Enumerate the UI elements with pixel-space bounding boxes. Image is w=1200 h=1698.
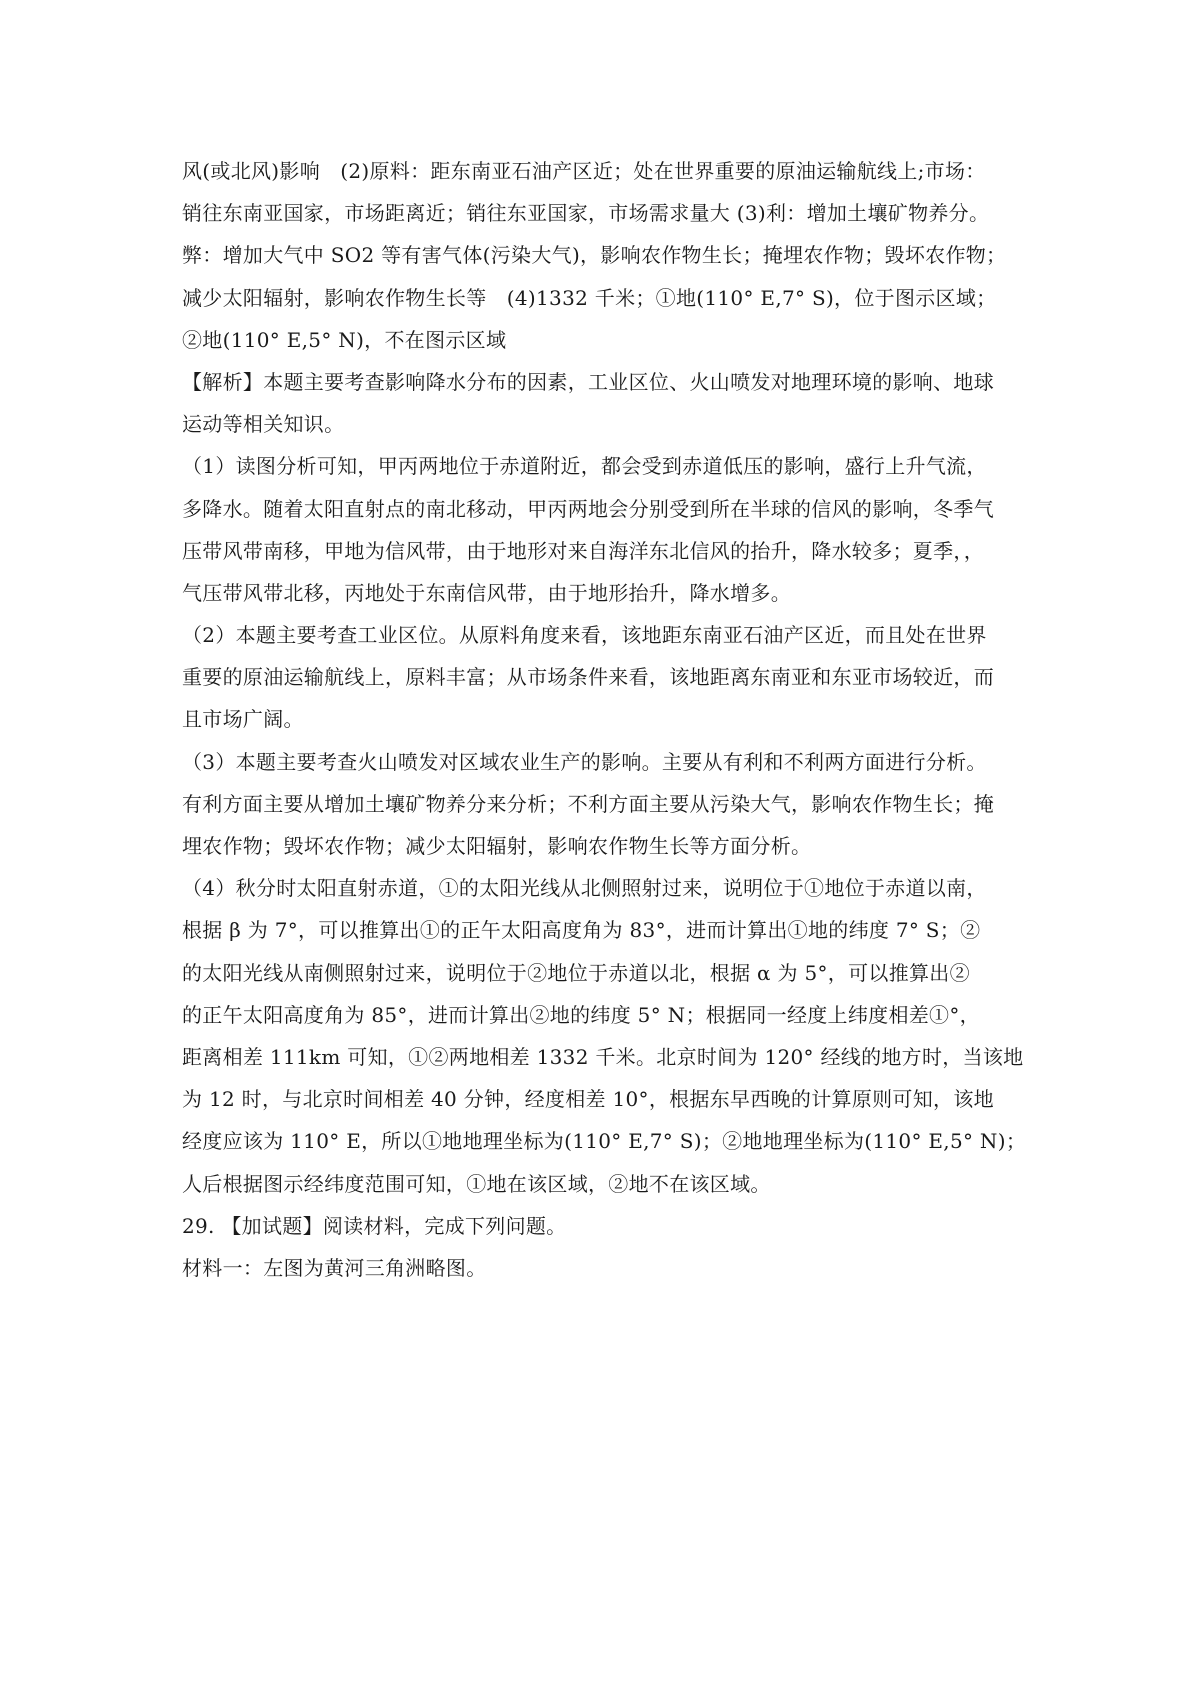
- text-line: 根据 β 为 7°，可以推算出①的正午太阳高度角为 83°，进而计算出①地的纬度 7° S；②: [182, 918, 981, 943]
- text-line: 距离相差 111km 可知，①②两地相差 1332 千米。北京时间为 120° 经线的地方时，当该地: [182, 1044, 1024, 1069]
- material-line: 材料一：左图为黄河三角洲略图。: [182, 1255, 487, 1280]
- text-line: 运动等相关知识。: [182, 412, 345, 437]
- text-line: 压带风带南移，甲地为信风带，由于地形对来自海洋东北信风的抬升，降水较多；夏季，，: [182, 538, 984, 563]
- text-line: 的太阳光线从南侧照射过来，说明位于②地位于赤道以北，根据 α 为 5°，可以推算出②: [182, 960, 970, 985]
- text-line: （1）读图分析可知，甲丙两地位于赤道附近，都会受到赤道低压的影响，盛行上升气流，: [182, 454, 987, 479]
- analysis-heading-line: 【解析】本题主要考查影响降水分布的因素，工业区位、火山喷发对地理环境的影响、地球: [182, 369, 994, 394]
- text-line: 减少太阳辐射，影响农作物生长等 (4)1332 千米；①地(110° E,7° S)，位于图示区域；: [182, 285, 997, 310]
- text-line: 埋农作物；毁坏农作物；减少太阳辐射，影响农作物生长等方面分析。: [182, 834, 812, 858]
- text-line: 人后根据图示经纬度范围可知，①地在该区域，②地不在该区域。: [182, 1171, 771, 1196]
- text-line: 弊：增加大气中 SO2 等有害气体(污染大气)，影响农作物生长；掩埋农作物；毁坏农作物；: [182, 243, 1007, 268]
- text-line: 且市场广阔。: [182, 707, 304, 732]
- text-line: 气压带风带北移，丙地处于东南信风带，由于地形抬升，降水增多。: [182, 580, 791, 605]
- text-line: 有利方面主要从增加土壤矿物养分来分析；不利方面主要从污染大气，影响农作物生长；掩: [182, 791, 994, 816]
- text-line: 销往东南亚国家，市场距离近；销往东亚国家，市场需求量大 (3)利：增加土壤矿物养分。: [182, 201, 990, 226]
- text-line: 风(或北风)影响 (2)原料：距东南亚石油产区近；处在世界重要的原油运输航线上;市场：: [182, 159, 986, 183]
- text-line: 为 12 时，与北京时间相差 40 分钟，经度相差 10°，根据东早西晚的计算原则可知，该地: [182, 1087, 994, 1112]
- text-line: （3）本题主要考查火山喷发对区域农业生产的影响。主要从有利和不利两方面进行分析。: [182, 749, 987, 774]
- text-line: 多降水。随着太阳直射点的南北移动，甲丙两地会分别受到所在半球的信风的影响，冬季气: [182, 496, 994, 521]
- text-line: ②地(110° E,5° N)，不在图示区域: [182, 327, 507, 352]
- text-line: 的正午太阳高度角为 85°，进而计算出②地的纬度 5° N；根据同一经度上纬度相差①°，: [182, 1002, 980, 1027]
- text-line: （2）本题主要考查工业区位。从原料角度来看，该地距东南亚石油产区近，而且处在世界: [182, 623, 987, 648]
- document-body: [182, 150, 1027, 1289]
- text-line: 重要的原油运输航线上，原料丰富；从市场条件来看，该地距离东南亚和东亚市场较近，而: [182, 665, 994, 690]
- text-line: （4）秋分时太阳直射赤道，①的太阳光线从北侧照射过来，说明位于①地位于赤道以南，: [182, 876, 987, 901]
- question-heading-line: 29. 【加试题】阅读材料，完成下列问题。: [182, 1213, 567, 1238]
- text-line: 经度应该为 110° E，所以①地地理坐标为(110° E,7° S)；②地地理坐标为(110° E,5° N)；: [182, 1129, 1027, 1154]
